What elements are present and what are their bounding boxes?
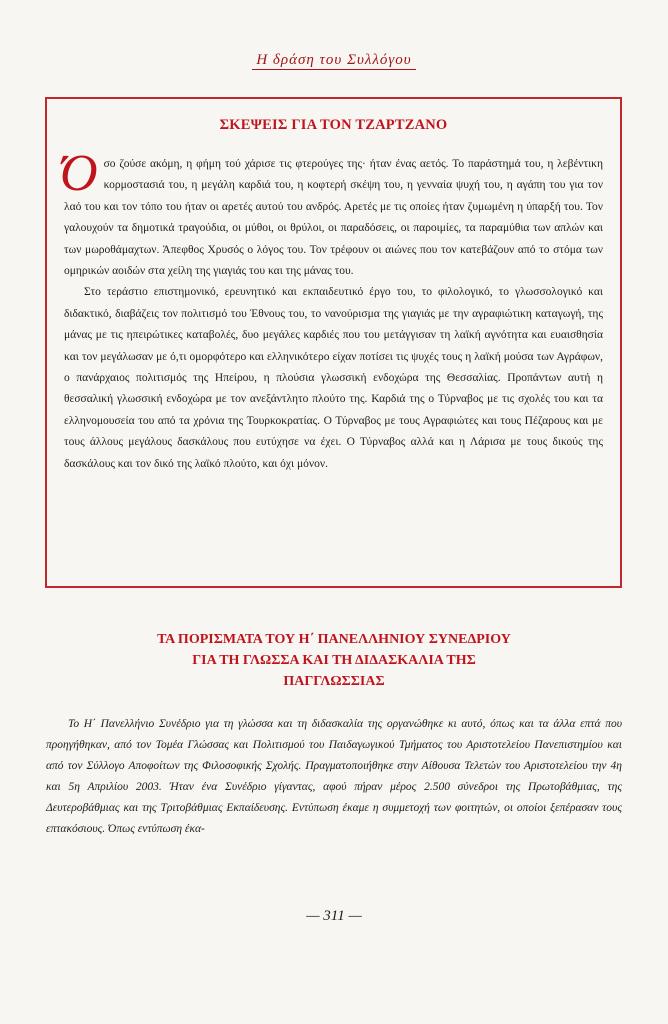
- tzartzanos-box: [45, 97, 622, 588]
- drop-cap: Ό: [60, 145, 98, 202]
- section-title: [0, 52, 668, 69]
- page-number: — 311 —: [306, 908, 362, 924]
- article-heading: [60, 629, 608, 692]
- article-body: Το Η΄ Πανελλήνιο Συνέδριο για τη γλώσσα και τη διδασκαλία της οργανώθηκε κι αυτό, όπως και τα άλλα επτά που προηγήθηκαν, από τον Τομέα Γλώσσας και Πολιτισμού του Παιδαγωγικού Τμήματος του Αριστοτελείου Πανεπιστημίου και από τον Σύλλογο Αποφοίτων της Φιλοσοφικής Σχολής. Πραγματοποιήθηκε στην Αίθουσα Τελετών του Αριστοτελείου την 4η και 5η Απριλίου 2003. Ήταν ένα Συνέδριο γίγαντας, αφού πήραν μέρος 2.500 σύνεδροι της Πρωτοβάθμιας, της Δευτεροβάθμιας και της Τριτοβάθμιας Εκπαίδευσης. Εντύπωση έκαμε η συμμετοχή των φοιτητών, οι οποίοι ξεπέρασαν τους επτακόσιους. Όπως εντύπωση έκα-: [46, 718, 622, 835]
- article-heading-line-2: ΓΙΑ ΤΗ ΓΛΩΣΣΑ ΚΑΙ ΤΗ ΔΙΔΑΣΚΑΛΙΑ ΤΗΣ: [192, 653, 476, 668]
- article-heading-line-1: ΤΑ ΠΟΡΙΣΜΑΤΑ ΤΟΥ Η΄ ΠΑΝΕΛΛΗΝΙΟΥ ΣΥΝΕΔΡΙΟΥ: [157, 632, 511, 647]
- box-paragraph-2: Στο τεράστιο επιστημονικό, ερευνητικό και εκπαιδευτικό έργο του, το φιλολογικό, το γλωσσολογικό και διδακτικό, διαβάζεις τον πολιτισμό του Έθνους του, το νανούρισμα της γιαγιάς με την αγραφιώτικη καταγωγή, της μάνας με τις ηπειρώτικες καταβολές, δυο μεγάλες καρδιές που του μετάγγισαν τη λαϊκή αγνότητα και ευαισθησία και τον μεγάλωσαν με ό,τι ομορφότερο και ελληνικότερο είχαν ποτίσει τις ψυχές τους η λαϊκή μούσα των Αγράφων, ο πανάρχαιος πολιτισμός της Ηπείρου, η πλούσια γλωσσική ενδοχώρα της Θεσσαλίας. Προπάντων αυτή η θεσσαλική γλωσσική ενδοχώρα με τον ανεξάντλητο πλούτο της. Καρδιά της ο Τύρναβος με τις σχολές του και τα ελληνομουσεία του από τα χρόνια της Τουρκοκρατίας. Ο Τύρναβος με τους Αγραφιώτες και τους Πέζαρους και με τους άλλους μεγάλους δασκάλους που ευτύχησε να έχει. Ο Τύρναβος αλλά και η Λάρισα με τους δικούς της δασκάλους και τον δικό της λαϊκό πλούτο, και όχι μόνον.: [64, 286, 603, 470]
- article-heading-line-3: ΠΑΓΓΛΩΣΣΙΑΣ: [283, 674, 385, 689]
- box-paragraph-1: [60, 145, 603, 282]
- box-paragraph-1-text: σο ζούσε ακόμη, η φήμη τού χάρισε τις φτερούγες της· ήταν ένας αετός. Το παράστημά του, η λεβέντικη κορμοστασιά του, η μεγάλη καρδιά του, η κοφτερή σκέψη του, η γενναία ψυχή του, η αγάπη του για τον λαό του και τον τόπο του ήταν οι αρετές αυτού του ανδρός. Αρετές με τις οποίες ήταν ζυμωμένη η ύπαρξή του. Τον γαλουχούν τα δημοτικά τραγούδια, οι μύθοι, οι θρύλοι, οι παραδόσεις, οι παροιμίες, τα παραμύθια των απλών και των μωροθάμαχτων. Άπεφθος Χρυσός ο λόγος του. Τον τρέφουν οι αιώνες που τον κατεβάζουν από το στόμα των ομηρικών αοιδών στα χείλη της γιαγιάς του και της μάνας του.: [64, 158, 603, 278]
- section-title-text: Η δράση του Συλλόγου: [252, 52, 415, 70]
- box-title: ΣΚΕΨΕΙΣ ΓΙΑ ΤΟΝ ΤΖΑΡΤΖΑΝΟ: [219, 117, 448, 133]
